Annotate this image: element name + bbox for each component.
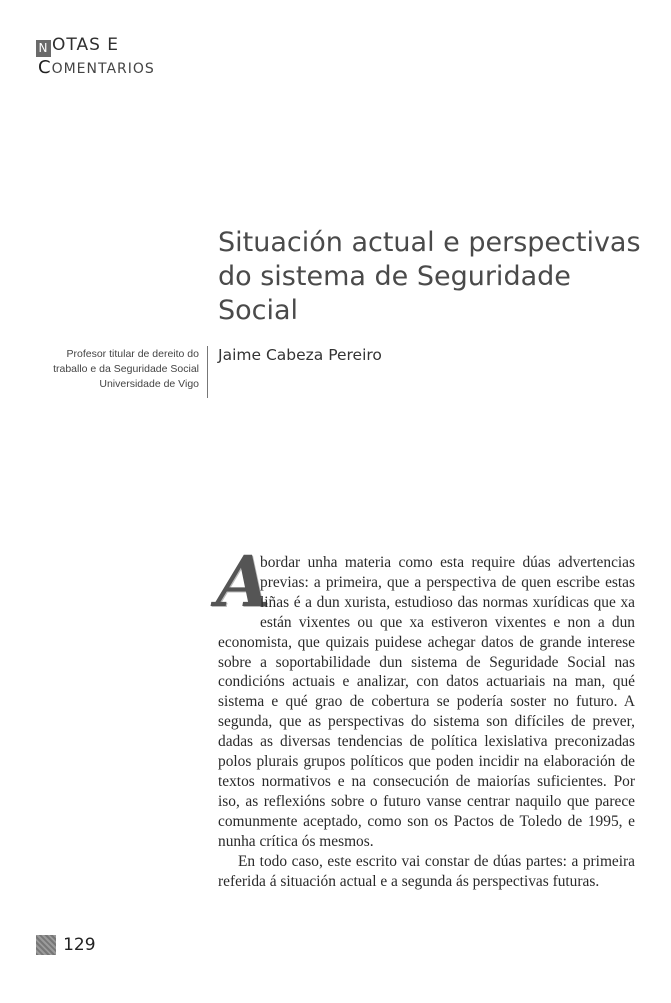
body-paragraph: [216, 540, 635, 852]
section-header-line1: [36, 34, 155, 57]
section-header-text1: OTAS E: [52, 35, 120, 55]
section-header-text2: OMENTARIOS: [51, 61, 155, 77]
article-title: Situación actual e perspectivas do sistema de Seguridade Social: [218, 227, 641, 326]
paragraph-text: bordar unha materia como esta require dúas advertencias previas: a primeira, que a perspectiva de quen escribe estas liñas é a dun xurista, estudioso das normas xurídicas que xa están vixentes ou que xa estiveron vixentes e non a dun economista, que quizais puidese achegar datos de grande interese sobre a soportabilidade dun sistema de Seguridade Social nas condicións actuais e analizar, con datos actuariais na man, qué sistema e qué grao de cobertura se podería soster no futuro. A segunda, que as perspectivas do sistema son difíciles de prever, dadas as diversas tendencias de política lexislativa preconizadas polos plurais grupos políticos que poden incidir na elaboración de textos normativos e na consecución de maiorías suficientes. Por iso, as reflexións sobre o futuro vanse centrar naquilo que parece comunmente aceptado, como son os Pactos de Toledo de 1995, e nunha crítica ós mesmos.: [218, 554, 635, 850]
section-cap-box: N: [36, 40, 51, 57]
page-marker-square: [36, 935, 56, 955]
article-body: [216, 540, 635, 891]
affiliation-line: Universidade de Vigo: [99, 378, 199, 390]
author-name: Jaime Cabeza Pereiro: [218, 346, 382, 364]
section-cap-c: C: [38, 57, 52, 78]
body-paragraph: En todo caso, este escrito vai constar de dúas partes: a primeira referida á situación actual e a segunda ás perspectivas futuras.: [218, 852, 635, 890]
affiliation-line: traballo e da Seguridade Social: [53, 363, 199, 375]
affiliation-divider: [207, 346, 208, 398]
page-number: 129: [63, 934, 96, 955]
page-footer: [36, 934, 96, 955]
section-header-line2: [38, 57, 155, 80]
section-header: [36, 34, 155, 80]
affiliation-line: Profesor titular de dereito do: [66, 348, 199, 360]
author-affiliation: [20, 347, 199, 392]
drop-cap: A: [216, 540, 271, 623]
